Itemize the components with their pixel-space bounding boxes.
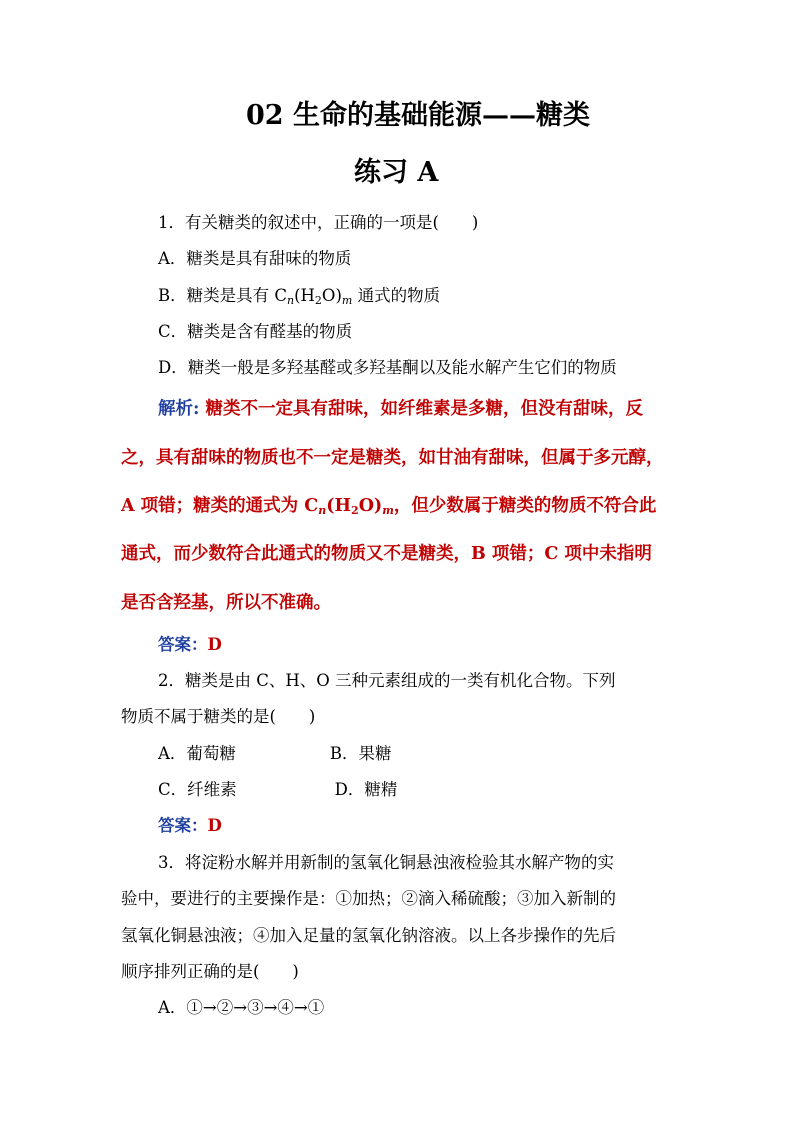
q2-answer <box>158 815 222 837</box>
q1-analysis-o: O) <box>358 496 383 516</box>
q3-stem-line-4: 顺序排列正确的是( ) <box>121 962 299 981</box>
q1-analysis-line-4: 通式，而少数符合此通式的物质又不是糖类，B 项错；C 项中未指明 <box>121 544 652 564</box>
q1-analysis-sub-m: m <box>382 504 394 517</box>
q2-options-row-2 <box>158 779 397 801</box>
q1-option-d: D．糖类一般是多羟基醛或多羟基酮以及能水解产生它们的物质 <box>158 358 617 377</box>
q1-option-b-sub-2: 2 <box>314 294 322 307</box>
q2-stem-line-2: 物质不属于糖类的是( ) <box>121 707 316 726</box>
q2-stem-line-1: 2．糖类是由 C、H、O 三种元素组成的一类有机化合物。下列 <box>158 671 616 690</box>
q1-analysis-line-1 <box>158 398 643 420</box>
q1-stem: 1．有关糖类的叙述中，正确的一项是( ) <box>158 213 479 232</box>
page-subtitle: 练习 A <box>354 157 439 188</box>
q2-options-row-1 <box>158 743 392 765</box>
q1-option-b-o: O) <box>321 286 342 305</box>
q1-option-b-sub-m: m <box>341 294 353 307</box>
q1-analysis-text-1: 糖类不一定具有甜味，如纤维素是多糖，但没有甜味，反 <box>199 399 644 419</box>
q3-stem-line-1: 3．将淀粉水解并用新制的氢氧化铜悬浊液检验其水解产物的实 <box>158 853 614 872</box>
q1-analysis-label: 解析: <box>158 399 200 419</box>
q1-option-b <box>158 285 440 307</box>
q1-answer <box>158 634 222 656</box>
q1-analysis-sub-n: n <box>318 504 327 517</box>
q2-option-c: C．纤维素 <box>158 780 237 799</box>
q1-option-a: A．糖类是具有甜味的物质 <box>158 249 352 268</box>
q1-option-b-text: B．糖类是具有 C <box>158 286 287 305</box>
page-title: 02 生命的基础能源——糖类 <box>246 100 590 131</box>
q1-answer-value: D <box>207 635 222 654</box>
q1-option-c: C．糖类是含有醛基的物质 <box>158 322 353 341</box>
q2-answer-value: D <box>207 816 222 835</box>
q1-analysis-line-5: 是否含羟基，所以不准确。 <box>121 593 331 613</box>
q1-analysis-text-3b: ，但少数属于糖类的物质不符合此 <box>393 496 657 516</box>
q2-answer-label: 答案： <box>158 816 208 835</box>
q1-analysis-text-3a: A 项错；糖类的通式为 C <box>121 496 319 516</box>
q3-stem-line-3: 氢氧化铜悬浊液；④加入足量的氢氧化钠溶液。以上各步操作的先后 <box>121 926 616 945</box>
q1-option-b-tail: 通式的物质 <box>352 286 441 305</box>
q1-analysis-sub-2: 2 <box>351 504 359 517</box>
q1-analysis-line-2: 之，具有甜味的物质也不一定是糖类，如甘油有甜味，但属于多元醇， <box>121 448 664 468</box>
q1-option-b-h: (H <box>294 286 315 305</box>
q1-analysis-line-3 <box>121 495 656 517</box>
q2-option-d: D．糖精 <box>334 780 398 799</box>
q3-option-a: A．①→②→③→④→① <box>158 998 325 1017</box>
q1-answer-label: 答案： <box>158 635 208 654</box>
q3-stem-line-2: 验中，要进行的主要操作是：①加热；②滴入稀硫酸；③加入新制的 <box>121 889 616 908</box>
q1-analysis-h: (H <box>326 496 352 516</box>
q1-option-b-sub-n: n <box>287 294 295 307</box>
q2-option-a: A．葡萄糖 <box>158 744 236 763</box>
q2-option-b: B．果糖 <box>329 744 392 763</box>
